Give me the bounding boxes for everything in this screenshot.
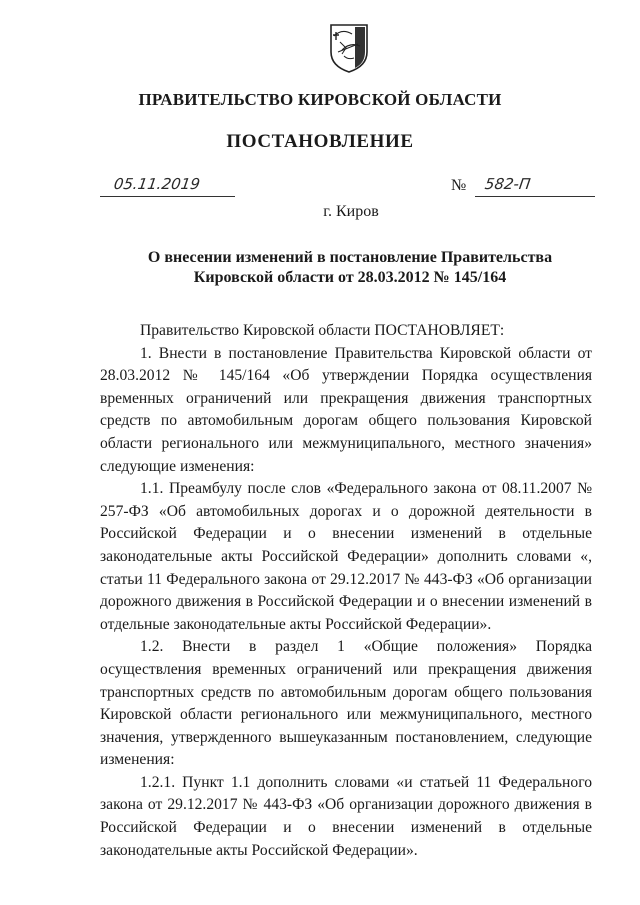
date-field <box>100 175 235 197</box>
paragraph-1-1: 1.1. Преамбулу после слов «Федерального закона от 08.11.2007 № 257-ФЗ «Об автомобильных дорогах и о дорожной деятельности в Российской Федерации и о внесении изменений в отдельные законодательные акты Российской Федерации» дополнить словами «, статьи 11 Федерального закона от 29.12.2017 № 443-ФЗ «Об организации дорожного движения в Российской Федерации и о внесении изменений в отдельные законодательные акты Российской Федерации». <box>100 480 592 633</box>
document-body <box>100 320 592 862</box>
paragraph-1: 1. Внести в постановление Правительства Кировской области от 28.03.2012 № 145/164 «Об утверждении Порядка осуществления временных ограничений или прекращения движения транспортных средств по автомобильным дорогам общего пользования Кировской области регионального или межмуниципального, местного значения» следующие изменения: <box>100 344 592 475</box>
city: г. Киров <box>323 203 379 220</box>
paragraph-preamble: Правительство Кировской области ПОСТАНОВЛЯЕТ: <box>140 322 505 339</box>
document-date: 05.11.2019 <box>112 175 202 193</box>
organization-name: ПРАВИТЕЛЬСТВО КИРОВСКОЙ ОБЛАСТИ <box>138 90 502 109</box>
document-title <box>100 248 600 288</box>
kirov-region-coat-of-arms-icon <box>328 22 370 74</box>
title-line-2: Кировской области от 28.03.2012 № 145/164 <box>193 269 507 286</box>
document-type: ПОСТАНОВЛЕНИЕ <box>226 131 414 152</box>
paragraph-1-2-1: 1.2.1. Пункт 1.1 дополнить словами «и статьей 11 Федерального закона от 29.12.2017 № 443-ФЗ «Об организации дорожного движения в Российской Федерации и о внесении изменений в отдельные законодательные акты Российской Федерации». <box>100 773 592 859</box>
document-number: 582-П <box>483 175 532 193</box>
title-line-1: О внесении изменений в постановление Правительства <box>147 249 553 266</box>
paragraph-1-2: 1.2. Внести в раздел 1 «Общие положения» Порядка осуществления временных ограничений или прекращения движения транспортных средств по автомобильным дорогам общего пользования Кировской области регионального или межмуниципального, местного значения, утвержденного вышеуказанным постановлением, следующие изменения: <box>100 638 592 769</box>
number-field <box>475 175 595 197</box>
number-sign: № <box>451 177 467 194</box>
